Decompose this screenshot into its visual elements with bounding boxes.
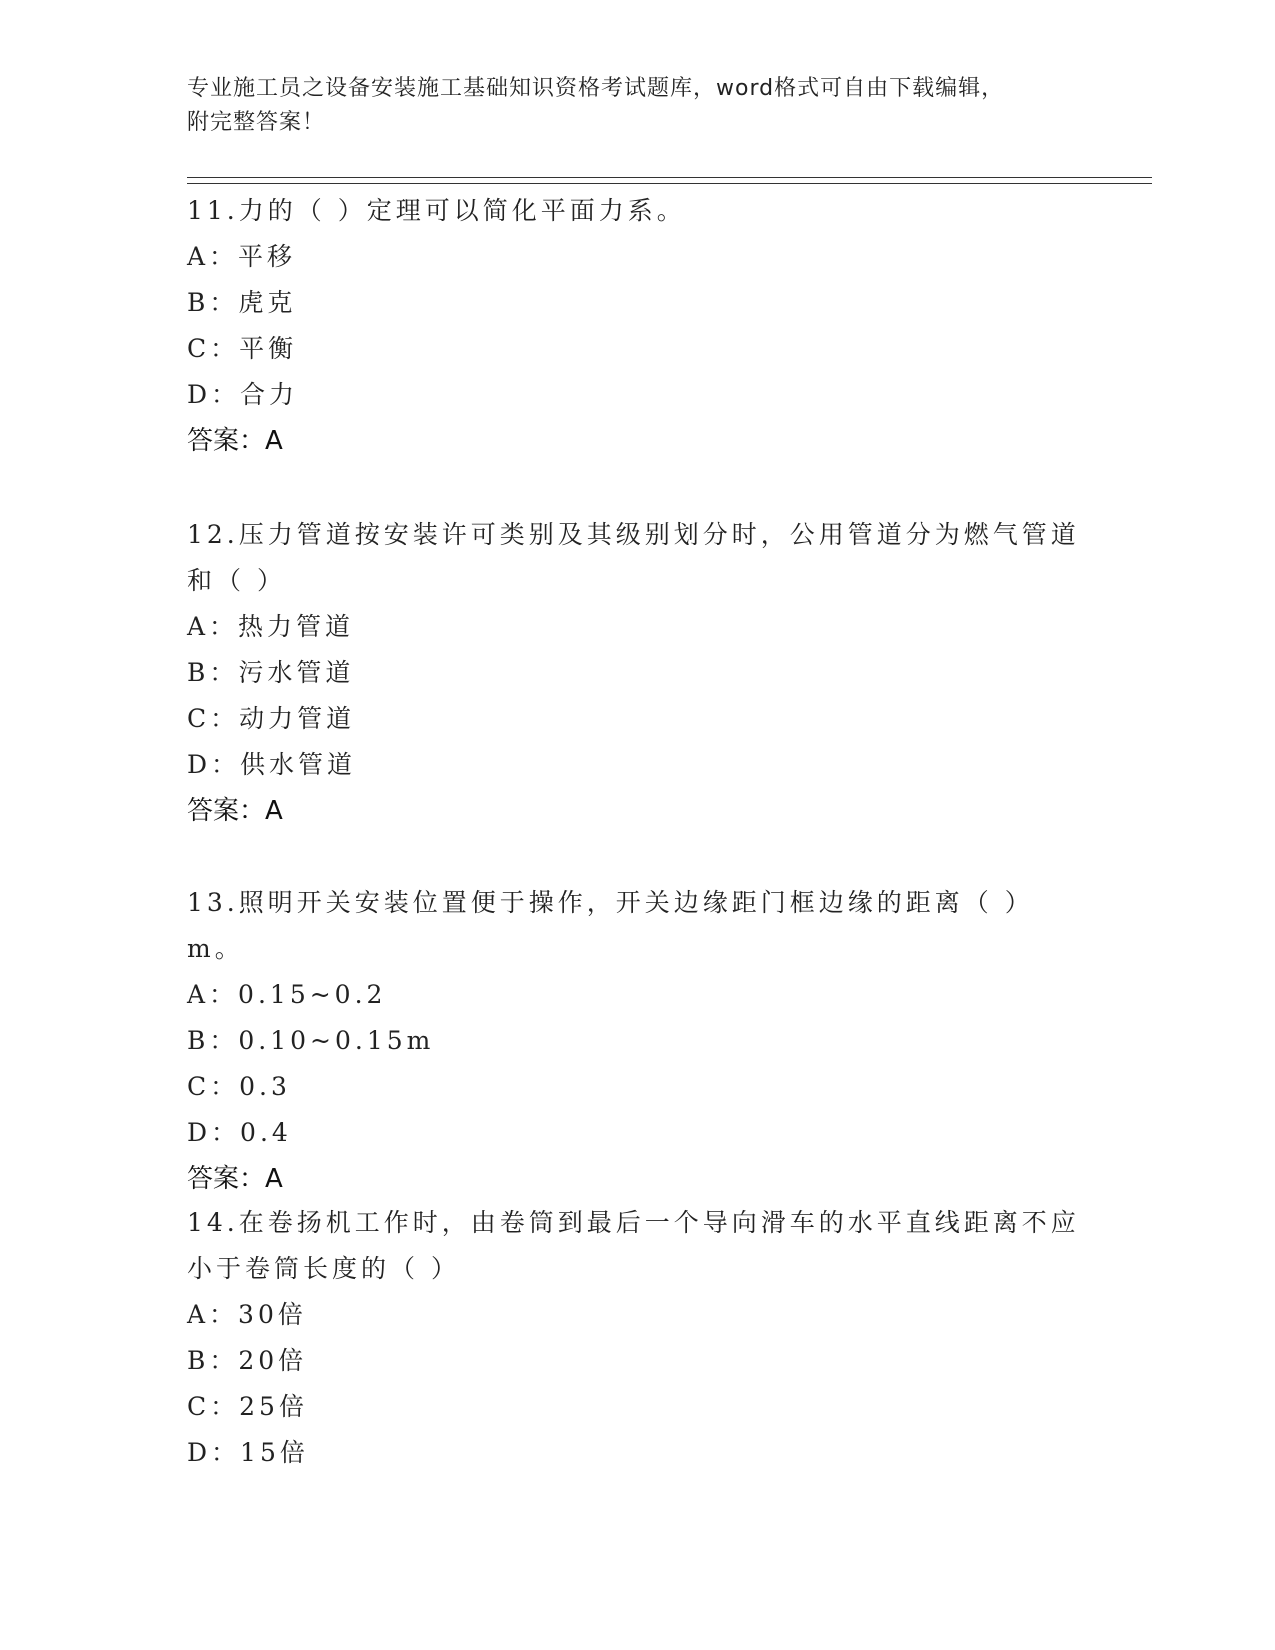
option-d: D：供水管道 <box>187 750 357 779</box>
header-divider-top <box>187 177 1152 178</box>
option-d: D：0.4 <box>187 1118 292 1147</box>
question-13 <box>187 880 1087 1202</box>
answer-line: 答案：A <box>187 426 283 456</box>
option-a: A：30倍 <box>187 1300 307 1329</box>
option-d: D：15倍 <box>187 1438 309 1467</box>
question-12 <box>187 512 1087 834</box>
option-a: A：平移 <box>187 242 297 271</box>
option-c: C：0.3 <box>187 1072 291 1101</box>
option-b: B：20倍 <box>187 1346 308 1375</box>
option-d: D：合力 <box>187 380 299 409</box>
header-line-1: 专业施工员之设备安装施工基础知识资格考试题库，word格式可自由下载编辑， <box>187 76 1005 101</box>
option-b: B：污水管道 <box>187 658 355 687</box>
answer-line: 答案：A <box>187 1164 283 1194</box>
option-c: C：动力管道 <box>187 704 356 733</box>
document-header <box>187 72 1087 140</box>
question-14 <box>187 1200 1087 1476</box>
question-11 <box>187 188 1087 464</box>
question-text: 11.力的（ ）定理可以简化平面力系。 <box>187 196 686 225</box>
header-divider-bottom <box>187 183 1152 184</box>
header-line-2: 附完整答案！ <box>187 110 326 135</box>
question-text: 13.照明开关安装位置便于操作，开关边缘距门框边缘的距离（ ）m。 <box>187 888 1034 963</box>
question-text: 14.在卷扬机工作时，由卷筒到最后一个导向滑车的水平直线距离不应小于卷筒长度的（ ） <box>187 1208 1080 1283</box>
answer-line: 答案：A <box>187 796 283 826</box>
option-c: C：25倍 <box>187 1392 308 1421</box>
option-b: B：虎克 <box>187 288 297 317</box>
option-c: C：平衡 <box>187 334 298 363</box>
question-text: 12.压力管道按安装许可类别及其级别划分时，公用管道分为燃气管道和（ ） <box>187 520 1080 595</box>
option-a: A：热力管道 <box>187 612 355 641</box>
option-a: A：0.15~0.2 <box>187 980 387 1009</box>
option-b: B：0.10~0.15m <box>187 1026 435 1055</box>
